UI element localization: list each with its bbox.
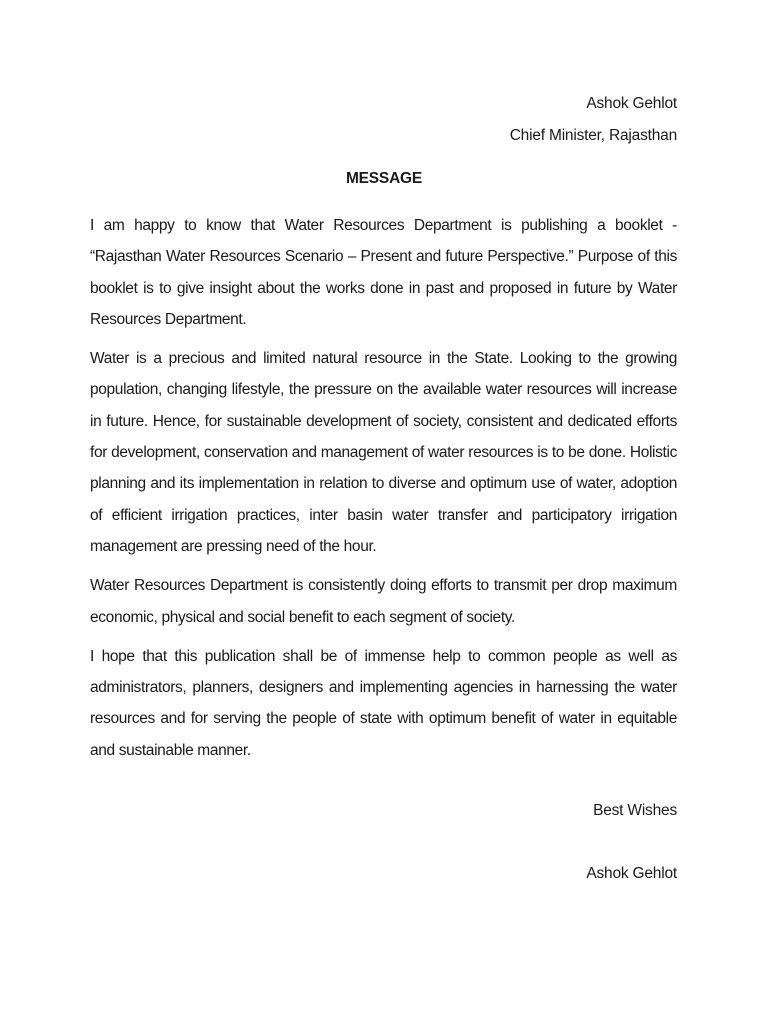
paragraph-water-resource: Water is a precious and limited natural resource in the State. Looking to the growing population, changing lifestyle, the pressure on the available water resources will increase in future. Hence, for sustainable development of society, consistent and dedicated efforts for development, conservation and management of water resources is to be done. Holistic planning and its implementation in relation to diverse and optimum use of water, adoption of efficient irrigation practices, inter basin water transfer and participatory irrigation management are pressing need of the hour. [90, 350, 677, 555]
message-body [90, 210, 677, 774]
message-heading: MESSAGE [345, 170, 423, 187]
paragraph-department-efforts: Water Resources Department is consistently doing efforts to transmit per drop maximum economic, physical and social benefit to each segment of society. [90, 577, 677, 626]
closing-wishes: Best Wishes [593, 802, 677, 819]
signature-name: Ashok Gehlot [586, 865, 677, 882]
author-name: Ashok Gehlot [586, 95, 677, 112]
author-title: Chief Minister, Rajasthan [509, 127, 677, 144]
paragraph-intro: I am happy to know that Water Resources Department is publishing a booklet - “Rajasthan Water Resources Scenario – Present and future Perspective.” Purpose of this booklet is to give insight about the works done in past and proposed in future by Water Resources Department. [90, 217, 677, 328]
paragraph-hope: I hope that this publication shall be of immense help to common people as well as administrators, planners, designers and implementing agencies in harnessing the water resources and for serving the people of state with optimum benefit of water in equitable and sustainable manner. [90, 647, 677, 759]
